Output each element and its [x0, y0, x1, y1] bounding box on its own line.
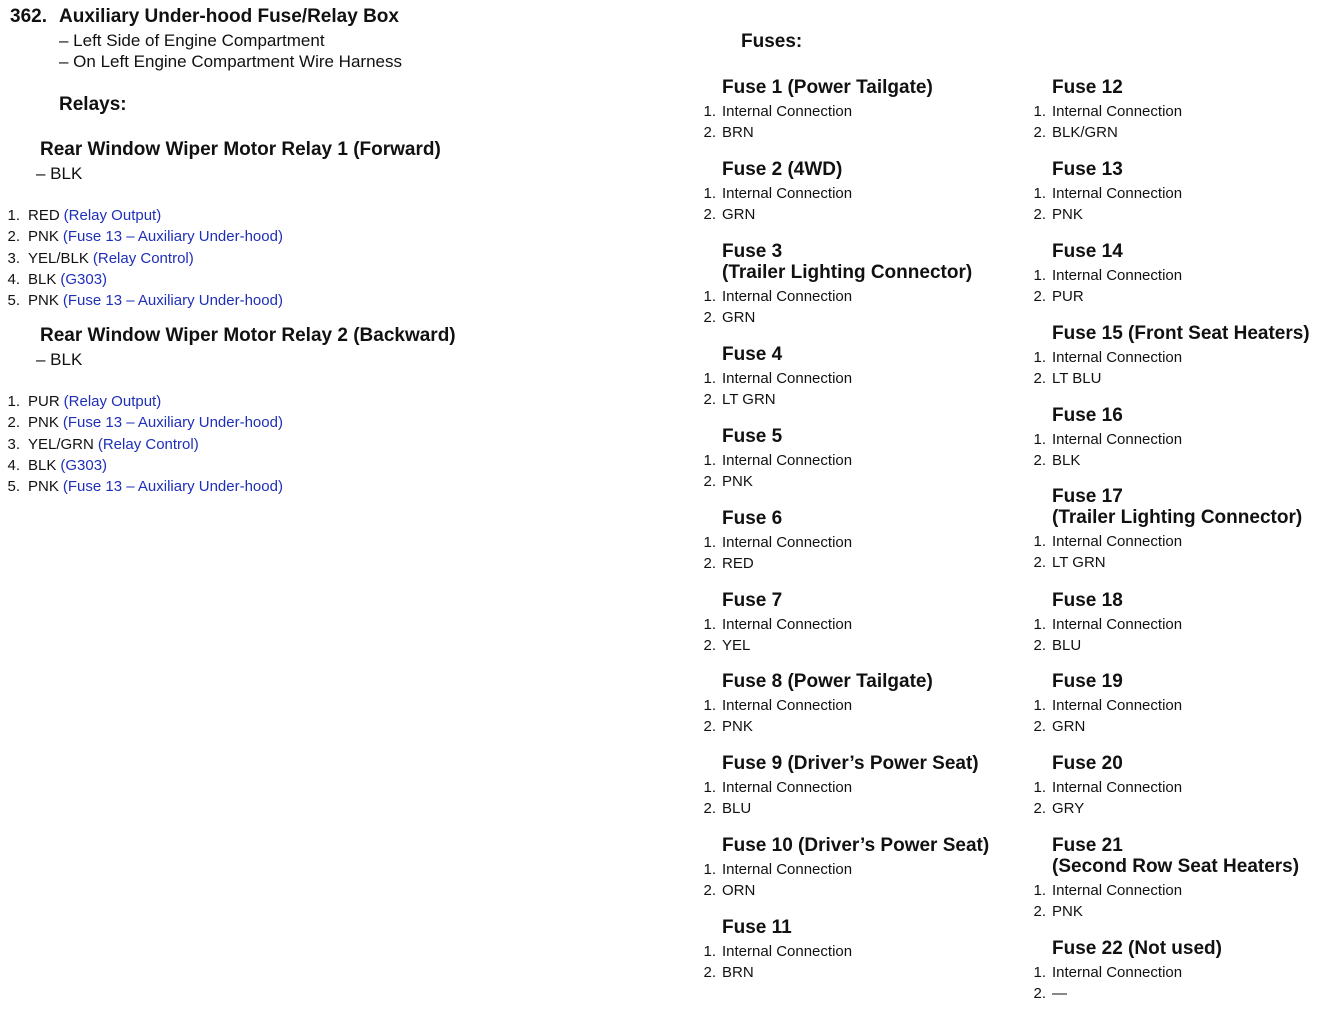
pin-wire: LT GRN	[1052, 554, 1106, 571]
fuse-pin	[1032, 286, 1326, 307]
fuses-heading: Fuses:	[741, 31, 803, 52]
fuse-pin	[1032, 183, 1326, 204]
pin-wire: Internal Connection	[722, 943, 853, 960]
fuse-pin	[702, 695, 1052, 716]
pin-number: 2.	[703, 882, 716, 899]
pin-number: 2.	[703, 391, 716, 408]
pin-wire: PNK	[1052, 206, 1083, 223]
fuse-block	[703, 508, 1052, 574]
relay-2-pin	[0, 434, 283, 455]
pin-number: 2.	[1033, 800, 1046, 817]
fuse-pin	[702, 777, 1052, 798]
fuse-pin	[1032, 265, 1326, 286]
fuse-pin	[702, 553, 1052, 574]
pin-note: (Relay Control)	[92, 249, 194, 267]
pin-number: 2.	[1033, 206, 1046, 223]
pin-number: 2.	[703, 309, 716, 326]
fuse-pin-list	[1032, 880, 1326, 922]
pin-wire: BLU	[722, 800, 752, 817]
fuse-pin	[1032, 777, 1326, 798]
pin-number: 1.	[703, 616, 716, 633]
pin-number: 1.	[703, 103, 716, 120]
fuse-title: Fuse 8 (Power Tailgate)	[722, 671, 933, 692]
fuse-pin	[1032, 901, 1326, 922]
fuse-pin	[1032, 450, 1326, 471]
fuse-title: Fuse 10 (Driver’s Power Seat)	[722, 835, 990, 856]
pin-number: 1.	[703, 370, 716, 387]
pin-number: 1.	[703, 185, 716, 202]
fuse-pin	[702, 880, 1052, 901]
pin-note: (Fuse 13 – Auxiliary Under-hood)	[62, 478, 283, 496]
fuse-pin	[1032, 531, 1326, 552]
fuse-pin	[702, 122, 1052, 143]
pin-number: 2.	[1033, 452, 1046, 469]
fuse-pin-list	[1032, 101, 1326, 143]
fuse-block	[1033, 486, 1326, 573]
pin-number: 2.	[703, 124, 716, 141]
pin-number: 1.	[7, 207, 20, 224]
fuse-title: Fuse 4	[722, 344, 783, 365]
fuse-pin	[702, 101, 1052, 122]
pin-number: 4.	[7, 456, 20, 474]
fuse-pin	[1032, 983, 1326, 1004]
pin-wire: YEL	[722, 637, 751, 654]
pin-number: 2.	[703, 637, 716, 654]
pin-wire: Internal Connection	[1052, 267, 1183, 284]
pin-number: 1.	[1033, 882, 1046, 899]
fuse-block	[703, 753, 1052, 819]
pin-number: 1.	[7, 393, 20, 410]
pin-number: 2.	[703, 473, 716, 490]
pin-wire: Internal Connection	[722, 103, 853, 120]
pin-wire: Internal Connection	[1052, 779, 1183, 796]
pin-wire: Internal Connection	[722, 370, 853, 387]
pin-note: (Relay Output)	[63, 393, 162, 410]
fuse-pin-list	[1032, 183, 1326, 225]
fuse-pin	[702, 450, 1052, 471]
fuse-pin-list	[1032, 777, 1326, 819]
section-number: 362.	[10, 6, 47, 27]
pin-number: 1.	[1033, 533, 1046, 550]
fuse-title: Fuse 18	[1052, 590, 1123, 611]
pin-number: 2.	[1033, 985, 1046, 1002]
pin-number: 2.	[703, 206, 716, 223]
pin-wire: Internal Connection	[1052, 349, 1183, 366]
relay-1-pin	[0, 269, 283, 290]
relay-1-pin	[0, 226, 283, 247]
fuse-block	[703, 835, 1052, 901]
relay-2-connector-color: – BLK	[36, 350, 83, 369]
location-line-2: – On Left Engine Compartment Wire Harness	[59, 52, 402, 71]
fuse-title: Fuse 7	[722, 590, 783, 611]
fuse-pin-list	[702, 777, 1052, 819]
fuse-pin-list	[1032, 347, 1326, 389]
pin-number: 2.	[1033, 903, 1046, 920]
fuse-pin-list	[702, 368, 1052, 410]
fuse-pin-list	[1032, 429, 1326, 471]
pin-number: 5.	[7, 292, 20, 310]
fuse-pin	[1032, 122, 1326, 143]
pin-number: 3.	[7, 435, 20, 453]
fuse-block	[1033, 938, 1326, 1004]
fuse-pin	[1032, 368, 1326, 389]
fuse-title: Fuse 17	[1052, 486, 1123, 507]
relay-1-connector-color: – BLK	[36, 164, 83, 183]
fuse-pin-list	[702, 695, 1052, 737]
fuse-pin	[702, 941, 1052, 962]
pin-wire: BLK/GRN	[1052, 124, 1118, 141]
pin-number: 1.	[1033, 697, 1046, 714]
fuse-title: Fuse 14	[1052, 241, 1123, 262]
page-title: Auxiliary Under-hood Fuse/Relay Box	[59, 6, 399, 27]
fuse-pin-list	[702, 941, 1052, 983]
pin-note: (G303)	[60, 270, 108, 288]
pin-number: 2.	[703, 800, 716, 817]
relay-1-pin-list	[0, 205, 283, 311]
fuse-pin	[702, 307, 1052, 328]
pin-wire: RED	[28, 207, 60, 224]
fuse-title: Fuse 2 (4WD)	[722, 159, 843, 180]
fuse-title: (Trailer Lighting Connector)	[722, 262, 973, 283]
pin-wire: ORN	[722, 882, 756, 899]
pin-wire: PNK	[1052, 903, 1083, 920]
pin-wire: Internal Connection	[722, 697, 853, 714]
pin-number: 2.	[1033, 554, 1046, 571]
fuse-title: Fuse 5	[722, 426, 783, 447]
pin-wire: —	[1052, 985, 1067, 1002]
pin-wire: GRN	[722, 309, 756, 326]
fuse-title: Fuse 3	[722, 241, 783, 262]
pin-number: 1.	[703, 452, 716, 469]
pin-wire: YEL/BLK	[28, 249, 89, 267]
pin-number: 1.	[1033, 616, 1046, 633]
pin-note: (Fuse 13 – Auxiliary Under-hood)	[62, 414, 283, 432]
fuse-pin-list	[1032, 531, 1326, 573]
fuse-title: Fuse 1 (Power Tailgate)	[722, 77, 933, 98]
pin-wire: BRN	[722, 964, 754, 981]
pin-wire: Internal Connection	[1052, 882, 1183, 899]
fuse-block	[1033, 835, 1326, 922]
relay-1-pin	[0, 205, 283, 226]
pin-number: 3.	[7, 249, 20, 267]
pin-number: 1.	[703, 779, 716, 796]
pin-wire: PNK	[28, 478, 59, 496]
pin-wire: Internal Connection	[1052, 964, 1183, 981]
fuse-block	[703, 241, 1052, 328]
pin-wire: YEL/GRN	[28, 435, 94, 453]
pin-wire: Internal Connection	[1052, 431, 1183, 448]
pin-wire: Internal Connection	[722, 779, 853, 796]
fuse-title: Fuse 15 (Front Seat Heaters)	[1052, 323, 1310, 344]
pin-wire: PNK	[28, 292, 59, 310]
relay-2-pin	[0, 455, 283, 476]
pin-number: 1.	[703, 288, 716, 305]
fuse-pin	[1032, 716, 1326, 737]
pin-wire: Internal Connection	[1052, 616, 1183, 633]
pin-wire: PUR	[28, 393, 60, 410]
fuse-pin	[702, 614, 1052, 635]
fuse-block	[1033, 405, 1326, 471]
relay-1-pin	[0, 248, 283, 269]
fuse-pin	[1032, 204, 1326, 225]
pin-number: 2.	[703, 718, 716, 735]
fuse-block	[703, 344, 1052, 410]
fuse-pin	[702, 183, 1052, 204]
fuse-pin-list	[702, 614, 1052, 656]
relay-2-pin-list	[0, 391, 283, 497]
fuse-pin	[702, 204, 1052, 225]
fuse-title: Fuse 13	[1052, 159, 1123, 180]
relays-heading: Relays:	[59, 94, 127, 115]
pin-wire: PNK	[722, 718, 753, 735]
fuse-pin	[1032, 347, 1326, 368]
fuse-title: (Second Row Seat Heaters)	[1052, 856, 1300, 877]
relay-1-pin	[0, 290, 283, 311]
pin-wire: Internal Connection	[722, 616, 853, 633]
fuse-pin	[1032, 962, 1326, 983]
fuse-pin	[1032, 101, 1326, 122]
relay-2-title: Rear Window Wiper Motor Relay 2 (Backward)	[40, 325, 456, 346]
fuse-title: Fuse 12	[1052, 77, 1123, 98]
fuse-pin	[702, 635, 1052, 656]
location-line-1: – Left Side of Engine Compartment	[59, 31, 325, 50]
fuse-pin-list	[1032, 265, 1326, 307]
fuse-pin-list	[702, 532, 1052, 574]
pin-wire: Internal Connection	[722, 452, 853, 469]
pin-wire: LT GRN	[722, 391, 776, 408]
fuse-title: Fuse 11	[722, 917, 792, 938]
fuse-pin	[702, 286, 1052, 307]
fuse-pin	[702, 859, 1052, 880]
pin-wire: BLK	[28, 456, 57, 474]
relay-1-title: Rear Window Wiper Motor Relay 1 (Forward)	[40, 139, 441, 160]
fuse-pin	[1032, 552, 1326, 573]
pin-number: 2.	[703, 555, 716, 572]
fuse-title: Fuse 21	[1052, 835, 1123, 856]
pin-number: 2.	[1033, 370, 1046, 387]
pin-wire: Internal Connection	[1052, 533, 1183, 550]
pin-number: 1.	[1033, 431, 1046, 448]
fuse-block	[1033, 323, 1326, 389]
fuse-pin	[702, 532, 1052, 553]
pin-number: 1.	[1033, 185, 1046, 202]
fuse-pin	[702, 368, 1052, 389]
pin-wire: GRN	[722, 206, 756, 223]
pin-wire: Internal Connection	[1052, 697, 1183, 714]
pin-number: 2.	[1033, 124, 1046, 141]
pin-wire: Internal Connection	[722, 861, 853, 878]
pin-number: 2.	[1033, 288, 1046, 305]
fuse-title: Fuse 9 (Driver’s Power Seat)	[722, 753, 979, 774]
pin-wire: GRY	[1052, 800, 1085, 817]
fuse-pin	[702, 798, 1052, 819]
relay-2-pin	[0, 476, 283, 497]
pin-wire: Internal Connection	[722, 185, 853, 202]
pin-number: 2.	[703, 964, 716, 981]
pin-wire: BLK	[1052, 452, 1081, 469]
fuse-pin	[702, 389, 1052, 410]
fuse-pin-list	[1032, 695, 1326, 737]
pin-number: 1.	[1033, 267, 1046, 284]
pin-number: 2.	[7, 414, 20, 432]
fuse-block	[1033, 241, 1326, 307]
pin-wire: PUR	[1052, 288, 1084, 305]
fuse-block	[703, 159, 1052, 225]
fuse-title: Fuse 20	[1052, 753, 1123, 774]
pin-number: 1.	[1033, 103, 1046, 120]
pin-note: (G303)	[60, 456, 108, 474]
fuse-block	[1033, 77, 1326, 143]
fuse-pin	[1032, 614, 1326, 635]
pin-wire: PNK	[28, 414, 59, 432]
fuse-pin	[1032, 695, 1326, 716]
fuse-pin-list	[702, 101, 1052, 143]
pin-wire: Internal Connection	[1052, 185, 1183, 202]
fuse-pin	[1032, 798, 1326, 819]
fuse-pin-list	[702, 859, 1052, 901]
fuse-pin	[1032, 635, 1326, 656]
pin-wire: BLU	[1052, 637, 1082, 654]
fuse-title: Fuse 22 (Not used)	[1052, 938, 1222, 959]
fuse-block	[703, 77, 1052, 143]
fuse-title: Fuse 16	[1052, 405, 1123, 426]
pin-number: 1.	[1033, 964, 1046, 981]
pin-wire: LT BLU	[1052, 370, 1102, 387]
pin-note: (Relay Control)	[97, 435, 199, 453]
pin-number: 4.	[7, 270, 20, 288]
pin-wire: BRN	[722, 124, 754, 141]
pin-number: 2.	[1033, 637, 1046, 654]
pin-wire: Internal Connection	[722, 534, 853, 551]
pin-number: 5.	[7, 478, 20, 496]
fuse-block	[1033, 590, 1326, 656]
relay-2-pin	[0, 412, 283, 433]
pin-note: (Fuse 13 – Auxiliary Under-hood)	[62, 228, 283, 246]
fuse-pin	[1032, 429, 1326, 450]
fuse-pin-list	[1032, 614, 1326, 656]
fuse-block	[1033, 753, 1326, 819]
pin-number: 2.	[1033, 718, 1046, 735]
fuse-title: Fuse 19	[1052, 671, 1123, 692]
pin-number: 1.	[1033, 349, 1046, 366]
pin-wire: PNK	[28, 228, 59, 246]
fuse-pin-list	[702, 183, 1052, 225]
fuse-block	[703, 671, 1052, 737]
pin-wire: Internal Connection	[1052, 103, 1183, 120]
pin-wire: RED	[722, 555, 754, 572]
fuse-block	[1033, 159, 1326, 225]
pin-number: 1.	[703, 534, 716, 551]
pin-number: 1.	[703, 697, 716, 714]
fuse-block	[1033, 671, 1326, 737]
pin-note: (Fuse 13 – Auxiliary Under-hood)	[62, 292, 283, 310]
fuse-block	[703, 590, 1052, 656]
pin-wire: GRN	[1052, 718, 1086, 735]
pin-wire: Internal Connection	[722, 288, 853, 305]
pin-wire: PNK	[722, 473, 753, 490]
relay-2-pin	[0, 391, 283, 412]
fuse-pin-list	[702, 286, 1052, 328]
fuse-block	[703, 426, 1052, 492]
pin-number: 2.	[7, 228, 20, 246]
pin-note: (Relay Output)	[63, 207, 162, 224]
fuse-title: (Trailer Lighting Connector)	[1052, 507, 1303, 528]
fuse-block	[703, 917, 1052, 983]
pin-number: 1.	[703, 861, 716, 878]
pin-wire: BLK	[28, 270, 57, 288]
fuse-pin	[1032, 880, 1326, 901]
pin-number: 1.	[703, 943, 716, 960]
fuse-pin	[702, 962, 1052, 983]
fuse-pin-list	[702, 450, 1052, 492]
fuse-pin	[702, 716, 1052, 737]
pin-number: 1.	[1033, 779, 1046, 796]
fuse-pin	[702, 471, 1052, 492]
fuse-title: Fuse 6	[722, 508, 783, 529]
fuse-pin-list	[1032, 962, 1326, 1004]
